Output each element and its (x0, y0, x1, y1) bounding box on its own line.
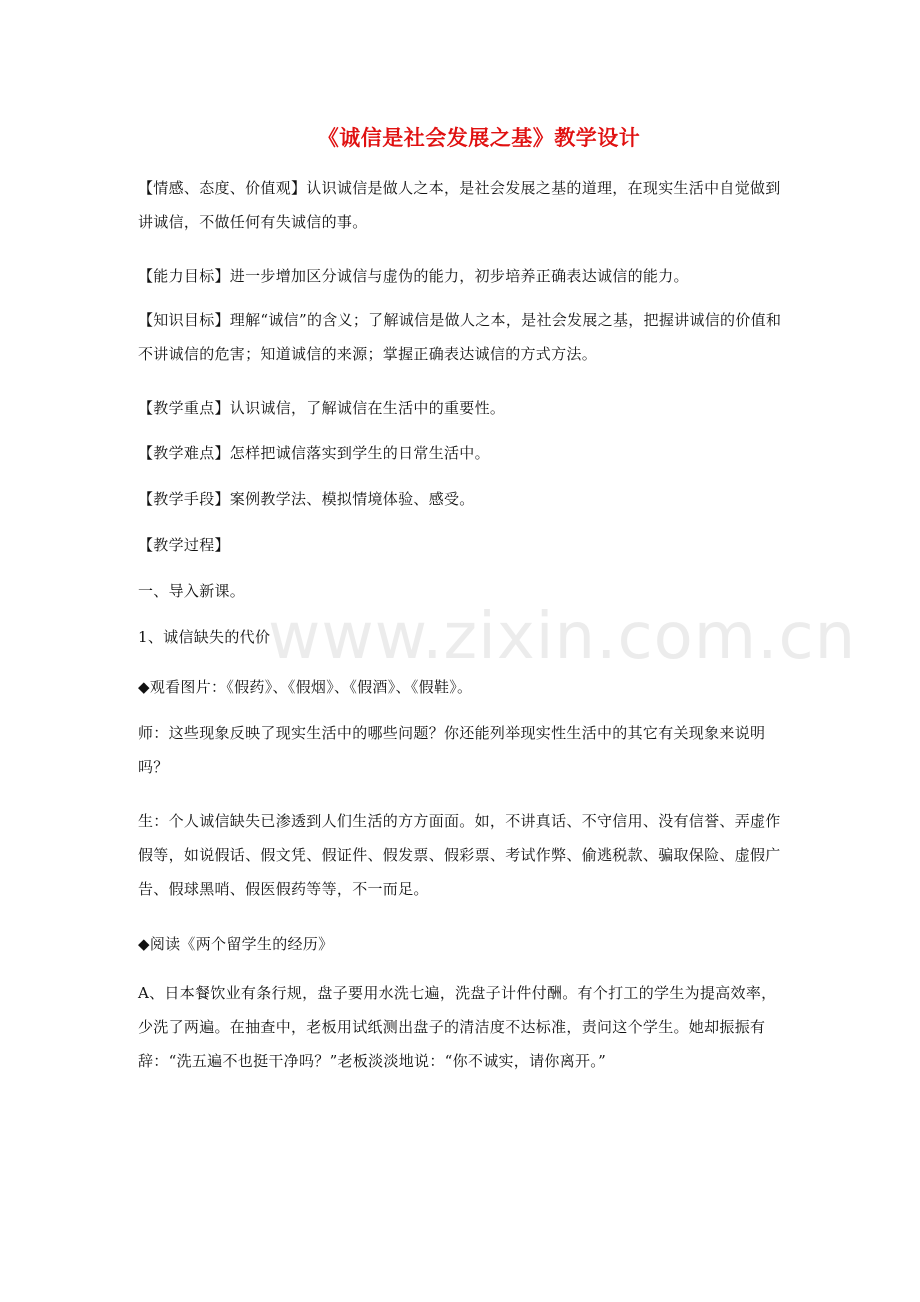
paragraph-knowledge-goal: 【知识目标】理解“诚信”的含义；了解诚信是做人之本，是社会发展之基，把握讲诚信的价值和不讲诚信的危害；知道诚信的来源；掌握正确表达诚信的方式方法。 (138, 311, 782, 363)
paragraph-subsection-one: 1、诚信缺失的代价 (138, 628, 271, 646)
paragraph-story-a: A、日本餐饮业有条行规，盘子要用水洗七遍，洗盘子计件付酬。有个打工的学生为提高效率，少洗了两遍。在抽查中，老板用试纸测出盘子的清洁度不达标准，责问这个学生。她却振振有辞：“洗五遍不也挺干净吗？”老板淡淡地说：“你不诚实，请你离开。” (138, 984, 777, 1070)
paragraph-view-pictures: ◆观看图片：《假药》、《假烟》、《假酒》、《假鞋》。 (138, 678, 473, 696)
paragraph-teacher-question: 师：这些现象反映了现实生活中的哪些问题？你还能列举现实性生活中的其它有关现象来说明吗？ (138, 724, 766, 776)
paragraph-teaching-means: 【教学手段】案例教学法、模拟情境体验、感受。 (138, 490, 475, 508)
paragraph-difficulty: 【教学难点】怎样把诚信落实到学生的日常生活中。 (138, 444, 490, 462)
paragraph-section-one: 一、导入新课。 (138, 582, 246, 600)
paragraph-reading-heading: ◆阅读《两个留学生的经历》 (138, 935, 334, 953)
watermark: www.zixin.com.cn (268, 600, 857, 674)
paragraph-key-point: 【教学重点】认识诚信，了解诚信在生活中的重要性。 (138, 399, 506, 417)
document-title: 《诚信是社会发展之基》教学设计 (317, 126, 641, 150)
paragraph-student-answer: 生：个人诚信缺失已渗透到人们生活的方方面面。如，不讲真话、不守信用、没有信誉、弄虚作假等，如说假话、假文凭、假证件、假发票、假彩票、考试作弊、偷逃税款、骗取保险、虚假广告、假球黑哨、假医假药等等，不一而足。 (138, 812, 781, 898)
paragraph-process-heading: 【教学过程】 (138, 536, 230, 554)
paragraph-ability-goal: 【能力目标】进一步增加区分诚信与虚伪的能力，初步培养正确表达诚信的能力。 (138, 267, 689, 285)
paragraph-emotion-goal: 【情感、态度、价值观】认识诚信是做人之本，是社会发展之基的道理，在现实生活中自觉做到讲诚信，不做任何有失诚信的事。 (138, 179, 781, 231)
